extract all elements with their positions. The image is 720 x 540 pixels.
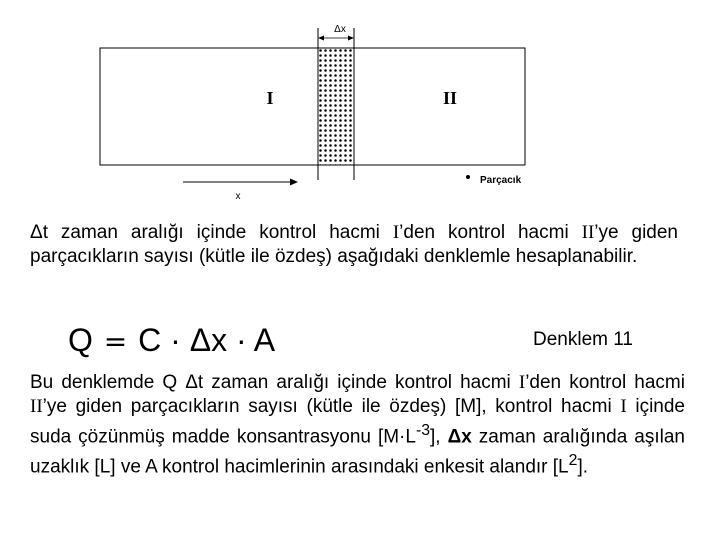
control-volume-diagram — [0, 0, 720, 210]
particle-legend-dot-icon — [466, 175, 470, 179]
region-label-II: II — [442, 88, 458, 108]
region-label-I: I — [266, 88, 274, 108]
delta-x-arrowhead-left — [318, 36, 324, 41]
eq-dot-1: · — [170, 322, 181, 358]
eq-A: A — [253, 322, 276, 358]
equation-label: Denklem 11 — [533, 329, 633, 350]
intro-paragraph: Δt zaman aralığı içinde kontrol hacmi I’den kontrol hacmi II’ye giden parçacıkların sayısı (kütle ile özdeş) aşağıdaki denklemle hesaplanabilir. — [30, 222, 679, 267]
x-axis-label: x — [235, 191, 241, 202]
x-axis-arrowhead — [290, 179, 298, 186]
explanation-paragraph: Bu denklemde Q Δt zaman aralığı içinde kontrol hacmi I’den kontrol hacmi II’ye giden parçacıkların sayısı (kütle ile özdeş) [M], kontrol hacmi I içinde suda çözünmüş madde konsantrasyonu $[M\cdot L^{-3}]$, Δx zaman aralığında aşılan uzaklık [L] ve A kontrol hacimlerinin arasındaki enkesit alandır $[L^2]$. — [30, 372, 685, 478]
delta-x-label: Δx — [334, 24, 346, 35]
eq-equals: = — [103, 325, 128, 358]
eq-C: C — [138, 322, 162, 358]
equation — [68, 318, 275, 362]
roman-II: II — [581, 222, 595, 243]
bold-delta-x: Δx — [447, 426, 472, 448]
roman-I: I — [518, 372, 526, 393]
eq-Q: Q — [68, 322, 93, 358]
delta-x-arrowhead-right — [348, 36, 354, 41]
roman-II: II — [30, 396, 43, 417]
eq-dot-2: · — [235, 322, 247, 358]
roman-I: I — [620, 396, 627, 417]
particle-transfer-zone — [318, 48, 354, 165]
roman-I: I — [392, 222, 400, 243]
particle-legend-label: Parçacık — [480, 175, 522, 186]
eq-delta-x: Δx — [189, 322, 228, 358]
control-volume-box — [100, 48, 525, 165]
